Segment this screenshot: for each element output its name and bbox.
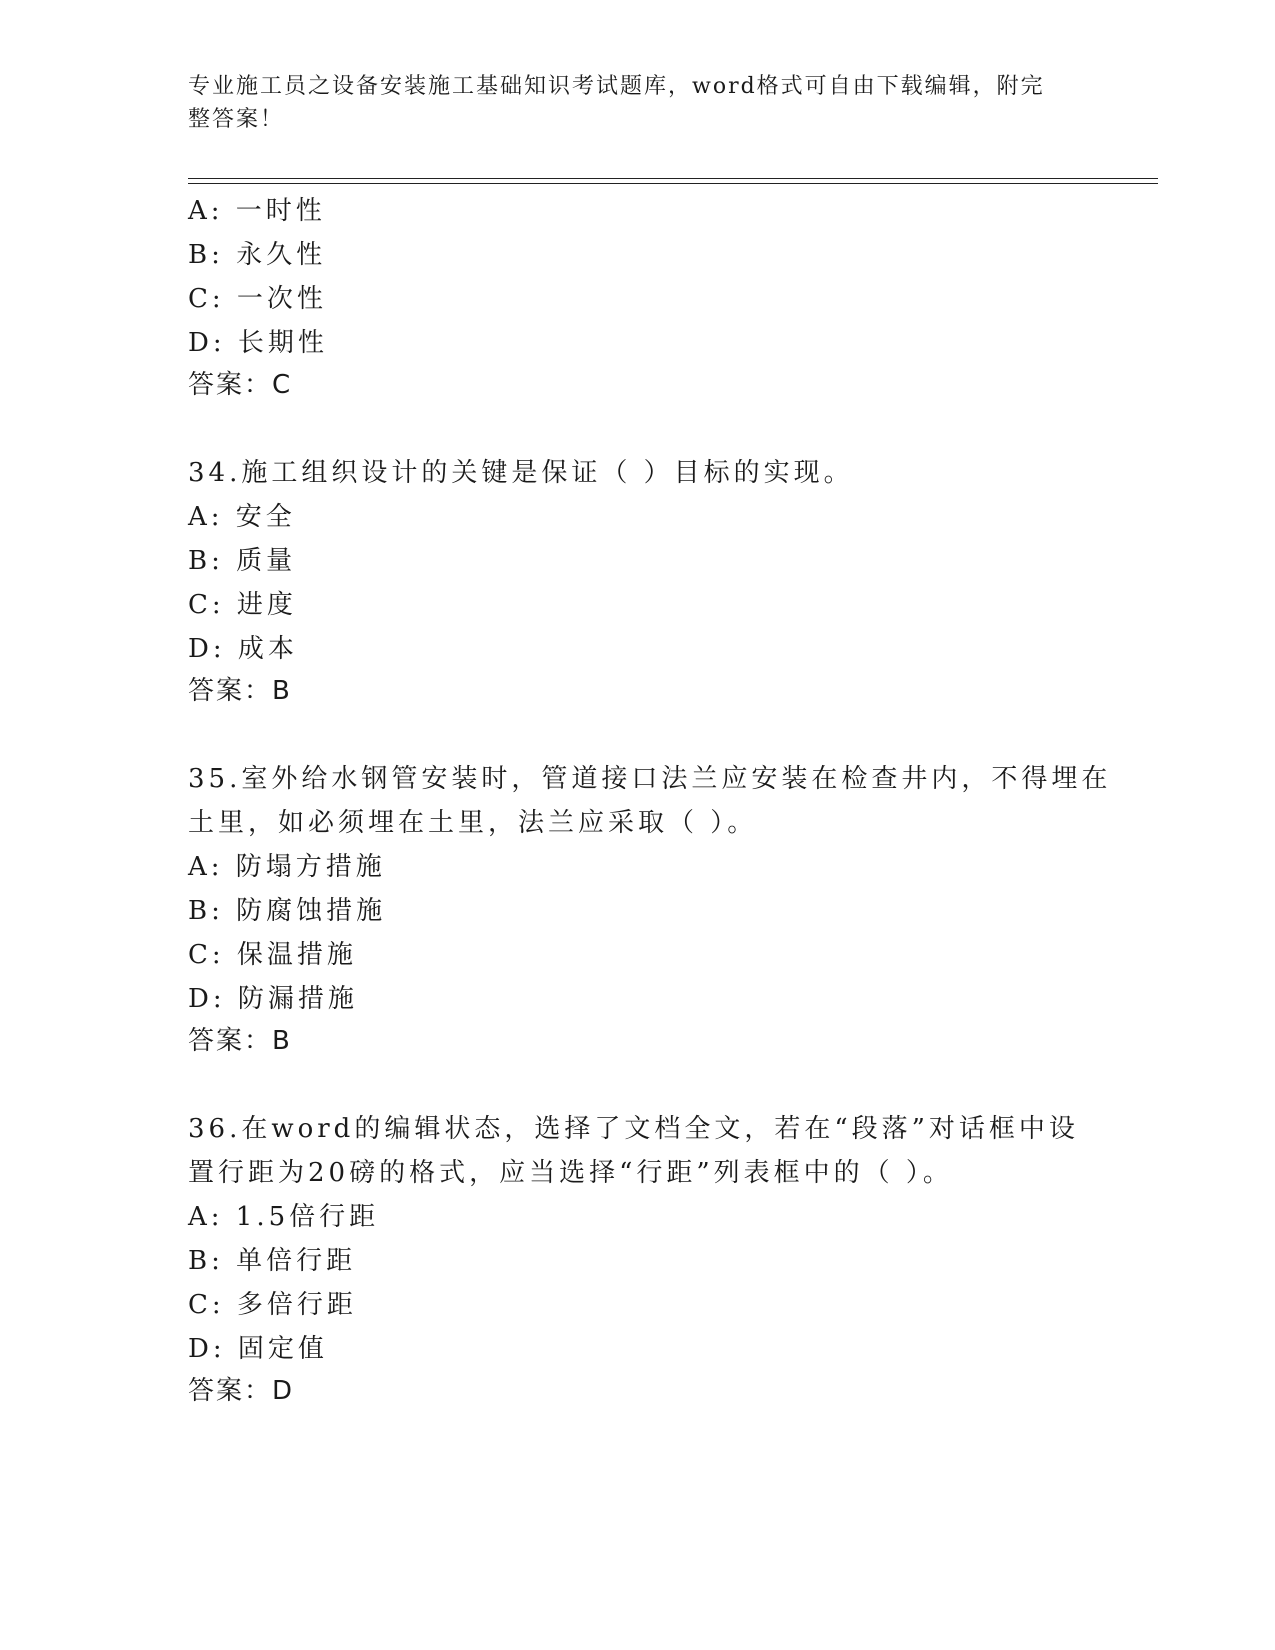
q34-option-a: A: 安全: [188, 502, 296, 532]
q34-option-d: D: 成本: [188, 634, 298, 664]
q36-question-line-1: 36.在word的编辑状态，选择了文档全文，若在“段落”对话框中设: [188, 1114, 1079, 1144]
q33-option-d: D: 长期性: [188, 328, 328, 358]
header-line-2: 整答案！: [188, 107, 285, 132]
q34-question: 34.施工组织设计的关键是保证（ ）目标的实现。: [188, 458, 854, 488]
q35-question-line-1: 35.室外给水钢管安装时，管道接口法兰应安装在检查井内，不得埋在: [188, 764, 1112, 794]
q36-option-b: B: 单倍行距: [188, 1246, 357, 1276]
q33-option-a: A: 一时性: [188, 196, 326, 226]
q36-option-d: D: 固定值: [188, 1334, 328, 1364]
q33-answer: 答案：C: [188, 370, 293, 400]
q35-option-b: B: 防腐蚀措施: [188, 896, 387, 926]
q34-option-b: B: 质量: [188, 546, 297, 576]
q35-option-d: D: 防漏措施: [188, 984, 358, 1014]
q36-answer: 答案：D: [188, 1376, 295, 1406]
q34-answer: 答案：B: [188, 676, 292, 706]
document-header: [188, 70, 1068, 136]
q35-question-line-2: 土里，如必须埋在土里，法兰应采取（ ）。: [188, 808, 758, 838]
q34-option-c: C: 进度: [188, 590, 297, 620]
header-line-1: 专业施工员之设备安装施工基础知识考试题库，word格式可自由下载编辑，附完: [188, 74, 1045, 99]
q33-option-c: C: 一次性: [188, 284, 327, 314]
header-divider-top: [188, 178, 1158, 179]
q35-option-a: A: 防塌方措施: [188, 852, 386, 882]
q35-option-c: C: 保温措施: [188, 940, 357, 970]
q33-option-b: B: 永久性: [188, 240, 327, 270]
q36-option-c: C: 多倍行距: [188, 1290, 357, 1320]
q35-answer: 答案：B: [188, 1026, 292, 1056]
q36-question-line-2: 置行距为20磅的格式，应当选择“行距”列表框中的（ ）。: [188, 1158, 953, 1188]
q36-option-a: A: 1.5倍行距: [188, 1202, 380, 1232]
header-divider-bottom: [188, 183, 1158, 184]
